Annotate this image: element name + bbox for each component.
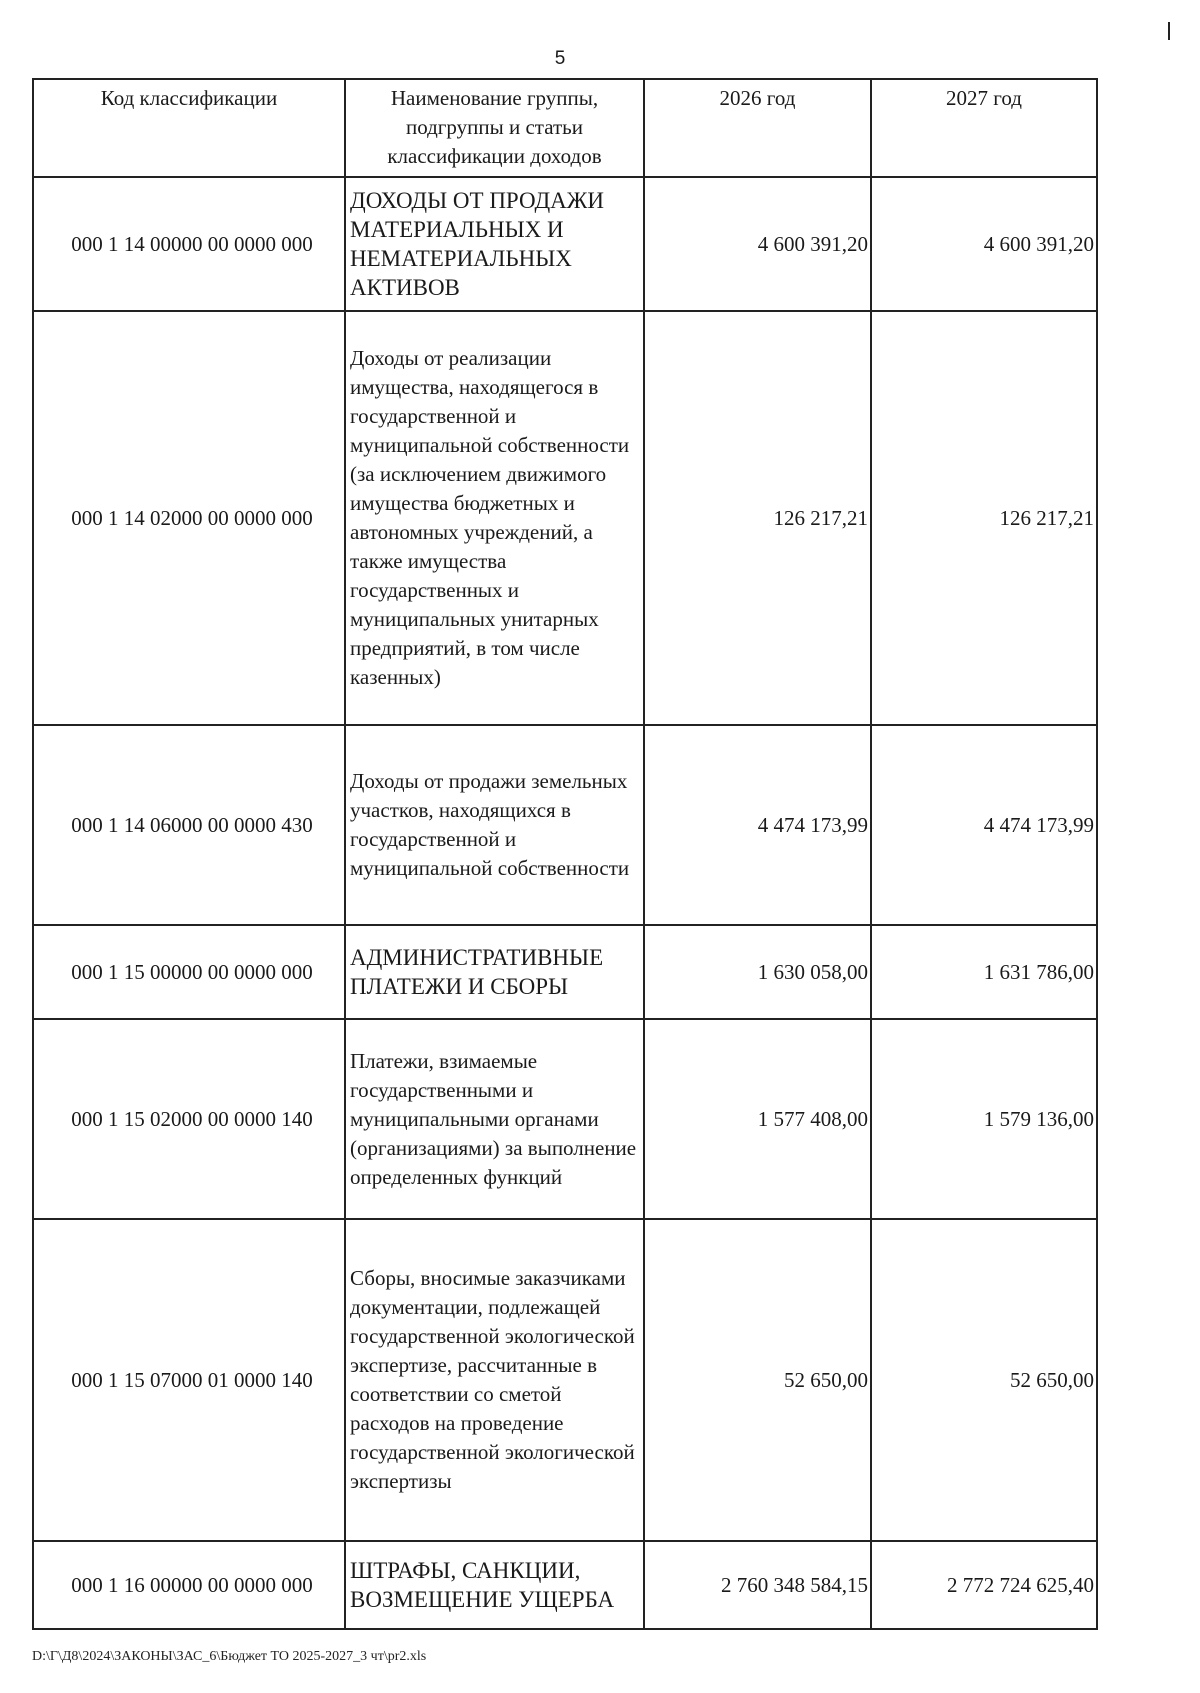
table-row — [33, 1541, 1097, 1629]
row-code: 000 1 14 06000 00 0000 430 — [33, 725, 345, 925]
table-row — [33, 177, 1097, 311]
row-value-2027: 1 579 136,00 — [871, 1019, 1097, 1219]
row-value-2027: 52 650,00 — [871, 1219, 1097, 1541]
row-value-2027: 1 631 786,00 — [871, 925, 1097, 1019]
row-value-2026: 126 217,21 — [644, 311, 871, 725]
row-code: 000 1 14 00000 00 0000 000 — [33, 177, 345, 311]
row-code: 000 1 16 00000 00 0000 000 — [33, 1541, 345, 1629]
row-code: 000 1 15 02000 00 0000 140 — [33, 1019, 345, 1219]
table-header-row — [33, 79, 1097, 177]
page-edge-mark — [1168, 22, 1170, 40]
row-name: ШТРАФЫ, САНКЦИИ, ВОЗМЕЩЕНИЕ УЩЕРБА — [345, 1541, 644, 1629]
table-row — [33, 725, 1097, 925]
revenue-table — [32, 78, 1098, 1630]
table-row — [33, 925, 1097, 1019]
row-value-2026: 1 577 408,00 — [644, 1019, 871, 1219]
row-value-2026: 1 630 058,00 — [644, 925, 871, 1019]
row-value-2026: 4 600 391,20 — [644, 177, 871, 311]
row-name: Сборы, вносимые заказчиками документации, подлежащей государственной экологической экспертизе, рассчитанные в соответствии со сметой расходов на проведение государственной экологической экспертизы — [345, 1219, 644, 1541]
header-year-2026: 2026 год — [644, 79, 871, 177]
header-name: Наименование группы, подгруппы и статьи классификации доходов — [345, 79, 644, 177]
table-row — [33, 1219, 1097, 1541]
row-value-2026: 2 760 348 584,15 — [644, 1541, 871, 1629]
header-code: Код классификации — [33, 79, 345, 177]
page-number: 5 — [554, 48, 566, 69]
row-name: Доходы от продажи земельных участков, находящихся в государственной и муниципальной собственности — [345, 725, 644, 925]
row-name: ДОХОДЫ ОТ ПРОДАЖИ МАТЕРИАЛЬНЫХ И НЕМАТЕРИАЛЬНЫХ АКТИВОВ — [345, 177, 644, 311]
row-value-2026: 52 650,00 — [644, 1219, 871, 1541]
row-value-2027: 2 772 724 625,40 — [871, 1541, 1097, 1629]
row-value-2026: 4 474 173,99 — [644, 725, 871, 925]
table-row — [33, 311, 1097, 725]
row-name: Платежи, взимаемые государственными и муниципальными органами (организациями) за выполнение определенных функций — [345, 1019, 644, 1219]
row-name: АДМИНИСТРАТИВНЫЕ ПЛАТЕЖИ И СБОРЫ — [345, 925, 644, 1019]
footer-file-path: D:\Г\Д8\2024\ЗАКОНЫ\ЗАС_6\Бюджет ТО 2025-2027_3 чт\pr2.xls — [32, 1649, 427, 1664]
header-year-2027: 2027 год — [871, 79, 1097, 177]
row-code: 000 1 14 02000 00 0000 000 — [33, 311, 345, 725]
row-name: Доходы от реализации имущества, находящегося в государственной и муниципальной собственности (за исключением движимого имущества бюджетных и автономных учреждений, а также имущества государственных и муниципальных унитарных предприятий, в том числе казенных) — [345, 311, 644, 725]
row-value-2027: 4 474 173,99 — [871, 725, 1097, 925]
row-code: 000 1 15 00000 00 0000 000 — [33, 925, 345, 1019]
row-value-2027: 4 600 391,20 — [871, 177, 1097, 311]
row-value-2027: 126 217,21 — [871, 311, 1097, 725]
table-row — [33, 1019, 1097, 1219]
row-code: 000 1 15 07000 01 0000 140 — [33, 1219, 345, 1541]
